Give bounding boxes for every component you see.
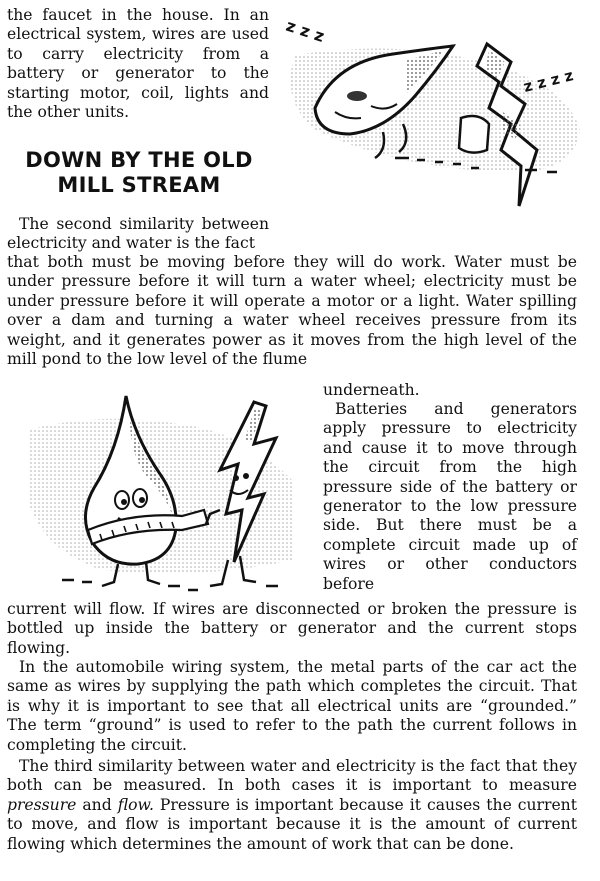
flow-emphasis: flow. — [117, 795, 154, 814]
snore-left-text: z z z — [283, 15, 327, 46]
second-similarity-paragraph-start — [7, 215, 269, 254]
third-similarity-paragraph — [7, 757, 577, 854]
intro-text: the faucet in the house. In an electrical system, wires are used to carry electricity from a battery or generator to the starting motor, coil, lights and the other units. — [7, 6, 269, 122]
third-similarity-text-a: The third similarity between water and electricity is the fact that they both can be measured. In both cases it is important to measure — [7, 757, 577, 795]
heading-line-1: DOWN BY THE OLD — [25, 148, 253, 172]
automobile-wiring-paragraph — [7, 658, 577, 755]
drop-and-bolt-measuring-illustration — [22, 390, 314, 598]
pressure-emphasis: pressure — [7, 795, 77, 814]
second-similarity-paragraph-middle — [7, 253, 577, 369]
batteries-text-a: Batteries and generators apply pressure to electricity and cause it to move through the circuit from the high pressure side of the battery or generator to the low pressure side. But there must be a complete circuit made up of wires or other conductors before — [323, 400, 577, 593]
second-similarity-text-a: The second similarity between electricity and water is the fact — [7, 215, 269, 253]
heading-line-2: MILL STREAM — [57, 173, 221, 197]
intro-paragraph — [7, 6, 269, 122]
and-text: and — [76, 795, 118, 814]
second-similarity-text-c: underneath. — [323, 381, 420, 399]
batteries-paragraph-end — [7, 600, 577, 658]
second-similarity-text-b: that both must be moving before they will do work. Water must be under pressure before it will turn a water wheel; electricity must be under pressure before it will operate a motor or a light. Water spilling over a dam and turning a water wheel receives pressure from its weight, and it generates power as it moves from the high level of the mill pond to the low level of the flume — [7, 253, 577, 369]
batteries-text-b: current will flow. If wires are disconnected or broken the pressure is bottled up inside the battery or generator and the current stops flowing. — [7, 600, 577, 657]
third-similarity-text-b: Pressure is important because it causes the current to move, and flow is important because it is the amount of current flowing which determines the amount of work that can be done. — [7, 795, 577, 853]
section-heading — [7, 148, 271, 198]
third-similarity-text — [7, 757, 577, 854]
snore-right-text: z z z z — [521, 66, 576, 96]
automobile-wiring-text: In the automobile wiring system, the metal parts of the car act the same as wires by supplying the path which completes the circuit. That is why it is important to see that all electrical units are “grounded.” The term “ground” is used to refer to the path the current follows in completing the circuit. — [7, 658, 577, 754]
sleeping-drop-and-bolt-illustration — [275, 0, 593, 212]
second-similarity-paragraph-end — [323, 381, 577, 400]
batteries-paragraph-start — [323, 400, 577, 594]
